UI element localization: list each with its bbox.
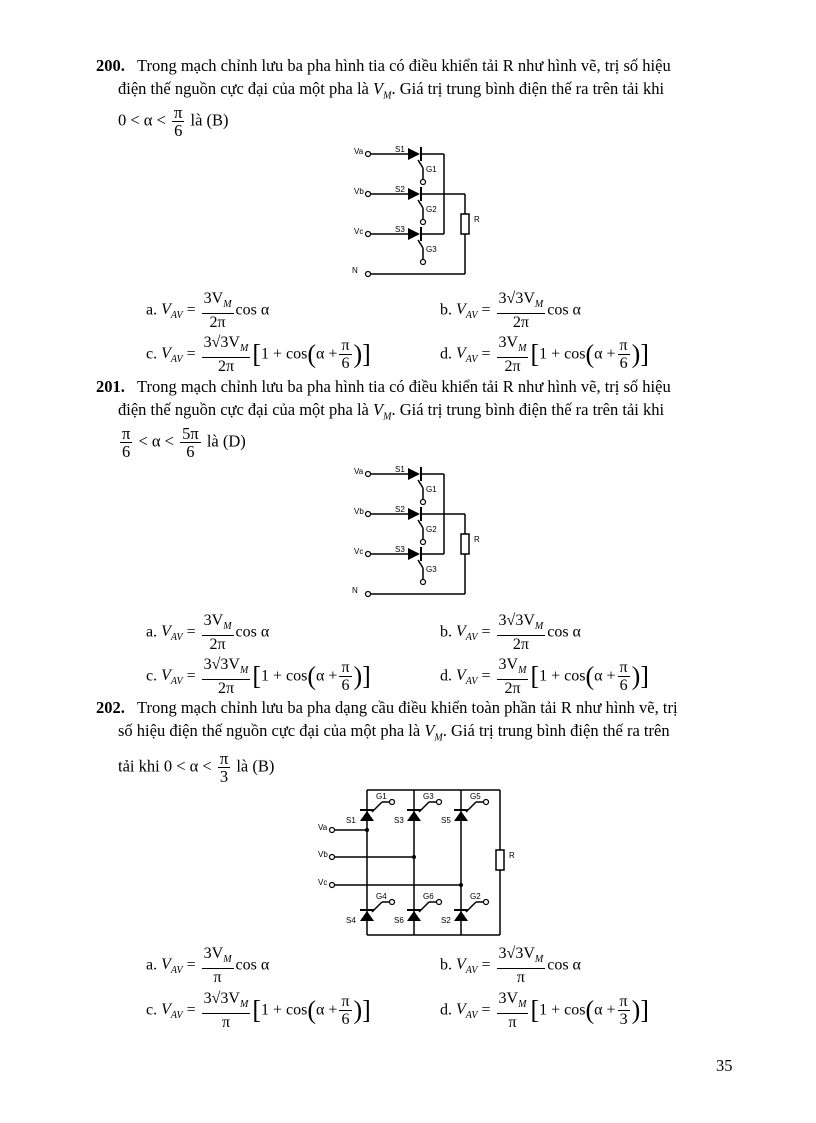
svg-text:S5: S5 [441, 816, 451, 825]
q202-condition: tải khi 0 < α < $\frac{\pi}{3}$ là (B) [118, 749, 275, 786]
svg-text:G5: G5 [470, 792, 481, 801]
page-number: 35 [716, 1056, 733, 1075]
q200-line1 [96, 56, 671, 76]
q200-cond-left: 0 < α < [118, 110, 166, 130]
svg-text:Va: Va [354, 467, 364, 476]
q201-option-c[interactable]: c. $V_{AV}$ = $\frac{3√3V_M}{2\pi}$ [1 + cos(α + $\frac{\pi}{6}$ )] [146, 656, 371, 698]
q201-text2b: . Giá trị trung bình điện thế ra trên tải khi [391, 400, 665, 419]
q200-option-d[interactable]: d. $V_{AV}$ = $\frac{3V_M}{2\pi}$ [1 + cos(α + $\frac{\pi}{6}$ )] [440, 334, 649, 376]
svg-text:Vc: Vc [354, 547, 364, 556]
q201-line2: điện thế nguồn cực đại của một pha là $V_M$. Giá trị trung bình điện thế ra trên tải khi [118, 400, 665, 423]
svg-text:G4: G4 [376, 892, 387, 901]
q200-number: 200. [96, 56, 125, 75]
svg-text:R: R [474, 535, 480, 544]
label-va: Va [354, 147, 364, 156]
q202-line1 [96, 698, 678, 718]
q200-answer: là (B) [190, 110, 229, 130]
label-s1: S1 [395, 145, 405, 154]
svg-text:G1: G1 [376, 792, 387, 801]
q200-line2 [118, 79, 664, 101]
label-n: N [352, 266, 358, 275]
svg-text:S6: S6 [394, 916, 404, 925]
label-vb: Vb [354, 187, 364, 196]
svg-text:S2: S2 [441, 916, 451, 925]
q202-text2b: . Giá trị trung bình điện thế ra trên [442, 721, 670, 740]
q201-option-b[interactable]: b. $V_{AV}$ = $\frac{3√3V_M}{2\pi}$ cos α [440, 612, 581, 654]
q201-number: 201. [96, 377, 125, 396]
q200-text2a: điện thế nguồn cực đại của một pha là [118, 79, 369, 98]
q202-line2: số hiệu điện thế nguồn cực đại của một pha là $V_M$. Giá trị trung bình điện thế ra trên [118, 721, 670, 744]
q202-circuit-diagram [310, 785, 530, 940]
q202-answer: là (B) [236, 756, 275, 776]
q202-option-c[interactable]: c. $V_{AV}$ = $\frac{3√3V_M}{\pi}$ [1 + cos(α + $\frac{\pi}{6}$ )] [146, 990, 371, 1032]
label-g3: G3 [426, 245, 437, 254]
q202-option-a[interactable]: a. $V_{AV}$ = $\frac{3V_M}{\pi}$ cos α [146, 945, 270, 987]
svg-text:G1: G1 [426, 485, 437, 494]
q201-condition: $\frac{\pi}{6}$ < α < $\frac{5\pi}{6}$ là (D) [122, 424, 246, 461]
svg-text:G2: G2 [470, 892, 481, 901]
svg-text:Vb: Vb [318, 850, 328, 859]
svg-text:S1: S1 [395, 465, 405, 474]
q200-condition [118, 104, 229, 139]
q201-circuit-diagram [340, 460, 490, 600]
q202-option-d[interactable]: d. $V_{AV}$ = $\frac{3V_M}{\pi}$ [1 + cos(α + $\frac{\pi}{3}$ )] [440, 990, 649, 1032]
svg-text:N: N [352, 586, 358, 595]
svg-text:G3: G3 [423, 792, 434, 801]
vm-symbol: V [373, 79, 384, 98]
q200-circuit-diagram [340, 140, 490, 280]
q201-option-d[interactable]: d. $V_{AV}$ = $\frac{3V_M}{2\pi}$ [1 + cos(α + $\frac{\pi}{6}$ )] [440, 656, 649, 698]
svg-text:Va: Va [318, 823, 328, 832]
label-s2: S2 [395, 185, 405, 194]
q201-line1 [96, 377, 671, 397]
label-s3: S3 [395, 225, 405, 234]
svg-text:S2: S2 [395, 505, 405, 514]
q202-text1: Trong mạch chỉnh lưu ba pha dạng cầu điều khiển toàn phần tải R như hình vẽ, trị [136, 698, 678, 717]
q201-text2a: điện thế nguồn cực đại của một pha là [118, 400, 369, 419]
q200-option-a[interactable]: a. $V_{AV}$ = $\frac{3V_M}{2\pi}$ cos α [146, 290, 270, 332]
svg-text:G6: G6 [423, 892, 434, 901]
q200-cond-frac: $\frac{\pi}{6}$ [174, 103, 183, 140]
q201-answer: là (D) [206, 431, 246, 451]
svg-text:G3: G3 [426, 565, 437, 574]
svg-text:G2: G2 [426, 525, 437, 534]
q200-option-c[interactable]: c. $V_{AV}$ = $\frac{3√3V_M}{2\pi}$ [1 + cos(α + $\frac{\pi}{6}$ )] [146, 334, 371, 376]
label-r: R [474, 215, 480, 224]
svg-text:Vb: Vb [354, 507, 364, 516]
label-vc: Vc [354, 227, 364, 236]
vm-sub: M [383, 90, 392, 102]
svg-text:S3: S3 [394, 816, 404, 825]
q200-text2b: . Giá trị trung bình điện thế ra trên tải khi [391, 79, 665, 98]
svg-text:S4: S4 [346, 916, 356, 925]
svg-text:R: R [509, 851, 515, 860]
svg-text:S1: S1 [346, 816, 356, 825]
q201-option-a[interactable]: a. $V_{AV}$ = $\frac{3V_M}{2\pi}$ cos α [146, 612, 270, 654]
q200-text1: Trong mạch chỉnh lưu ba pha hình tia có điều khiển tải R như hình vẽ, trị số hiệu [136, 56, 671, 75]
svg-text:S3: S3 [395, 545, 405, 554]
q202-option-b[interactable]: b. $V_{AV}$ = $\frac{3√3V_M}{\pi}$ cos α [440, 945, 581, 987]
q201-text1: Trong mạch chỉnh lưu ba pha hình tia có điều khiển tải R như hình vẽ, trị số hiệu [136, 377, 671, 396]
label-g2: G2 [426, 205, 437, 214]
label-g1: G1 [426, 165, 437, 174]
svg-text:Vc: Vc [318, 878, 328, 887]
q200-option-b[interactable]: b. $V_{AV}$ = $\frac{3√3V_M}{2\pi}$ cos α [440, 290, 581, 332]
q202-text2a: số hiệu điện thế nguồn cực đại của một pha là [118, 721, 421, 740]
q202-number: 202. [96, 698, 125, 717]
